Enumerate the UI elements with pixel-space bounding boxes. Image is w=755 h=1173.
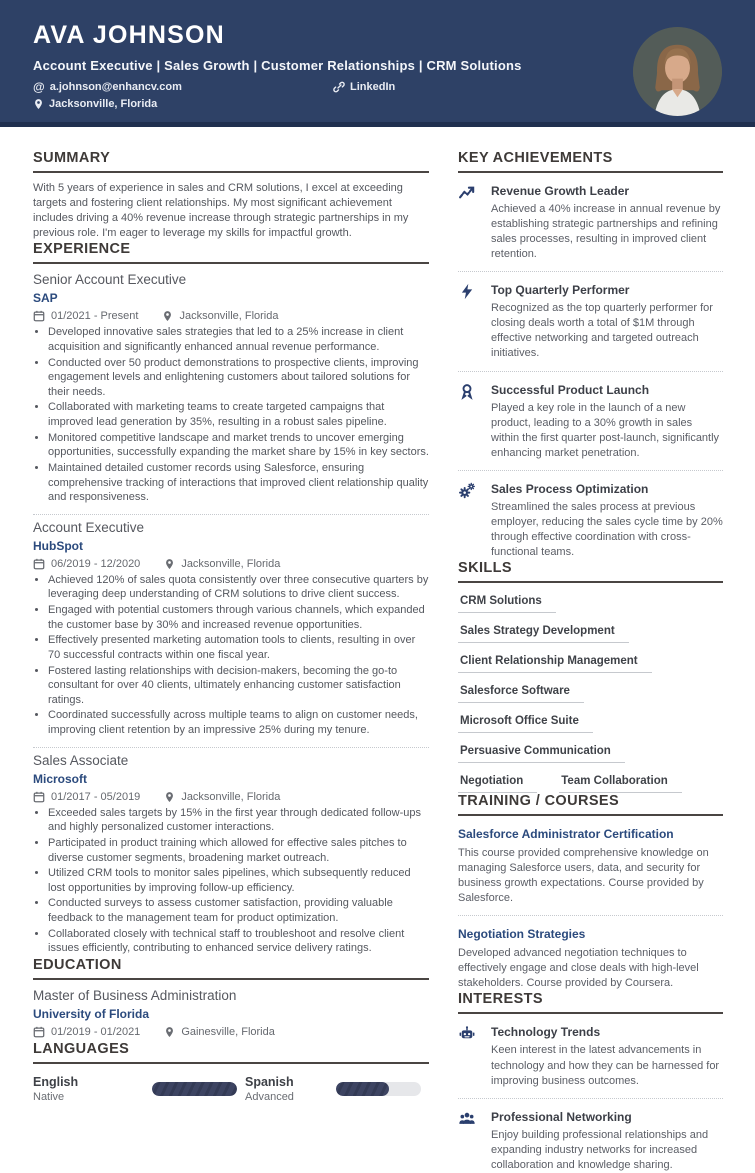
divider (458, 470, 723, 471)
achievement-item (458, 481, 723, 560)
summary-text: With 5 years of experience in sales and CRM solutions, I excel at exceeding targets and fostering client relationships. My most significant achievement includes driving a 40% revenue increase through strategic partnerships in my previous role. I'm eager to leverage my skills for impactful growth. (33, 182, 409, 240)
divider (458, 371, 723, 372)
job-meta (33, 558, 429, 570)
job-bullets (33, 573, 429, 738)
skill-tag: Sales Strategy Development (458, 625, 629, 643)
course-text: Developed advanced negotiation techniques to effectively engage and close deals with high-level stakeholders. Course provided by Coursera. (458, 947, 699, 990)
bolt-icon (458, 282, 476, 300)
interest-title: Technology Trends (491, 1025, 601, 1040)
job-company: Microsoft (33, 771, 87, 786)
job-bullet: • Maintained detailed customer records using Salesforce, ensuring comprehensive tracking of interactions that improved client relationship quality and responsiveness. (48, 461, 429, 505)
job-bullet: • Achieved 120% of sales quota consistently over three consecutive quarters by leveraging deep understanding of CRM solutions to drive client success. (48, 573, 429, 602)
achievement-title: Top Quarterly Performer (491, 283, 630, 298)
users-icon (458, 1109, 476, 1127)
education-location: Gainesville, Florida (181, 1025, 275, 1038)
location-pin-icon (33, 98, 44, 110)
divider (33, 514, 429, 515)
skills-list (458, 595, 723, 793)
skill-tag: Persuasive Communication (458, 745, 625, 763)
job-bullet: • Coordinated successfully across multiple teams to align on customer needs, improving client retention by an impressive 25% during my tenure. (48, 708, 429, 737)
interest-item (458, 1024, 723, 1088)
location-text: Jacksonville, Florida (49, 98, 158, 110)
calendar-icon (33, 791, 45, 803)
skill-tag: Salesforce Software (458, 685, 584, 703)
candidate-name: AVA JOHNSON (33, 21, 225, 49)
divider (458, 1098, 723, 1099)
language-proficiency-bar (152, 1082, 237, 1096)
course-title: Negotiation Strategies (458, 927, 586, 942)
achievement-text: Streamlined the sales process at previous employer, reducing the sales cycle time by 20% through effective coordination with cross-functional teams. (491, 500, 723, 558)
language-proficiency-fill (152, 1082, 237, 1096)
achievement-item (458, 183, 723, 262)
skills-heading: SKILLS (458, 560, 723, 583)
interest-title: Professional Networking (491, 1109, 632, 1124)
education-entry (33, 988, 429, 1038)
job-bullet: • Participated in product training which allowed for effective sales pitches to diverse customer segments, broadening market outreach. (48, 836, 429, 865)
school: University of Florida (33, 1006, 150, 1021)
job-bullet: • Engaged with potential customers through various channels, which expanded the customer base by 30% and increased revenue opportunities. (48, 603, 429, 632)
location-item (33, 98, 333, 110)
job-bullet: • Utilized CRM tools to monitor sales pipelines, which subsequently reduced lost opportunities by improving follow-up efficiency. (48, 866, 429, 895)
interest-item (458, 1109, 723, 1173)
trending-up-icon (458, 183, 476, 201)
job-company: HubSpot (33, 538, 83, 553)
location-pin-icon (164, 791, 175, 803)
language-level: Native (33, 1090, 65, 1103)
divider (458, 271, 723, 272)
achievement-item (458, 282, 723, 361)
job-entry (33, 272, 429, 505)
achievement-text: Recognized as the top quarterly performer for closing deals worth a total of $1M through effective networking and targeted outreach initiatives. (491, 302, 713, 360)
divider (458, 915, 723, 916)
contact-row (33, 80, 473, 110)
job-location: Jacksonville, Florida (181, 557, 281, 570)
medal-icon (458, 382, 476, 400)
interest-text: Keen interest in the latest advancements in technology and how they can be harnessed for improving business outcomes. (491, 1044, 720, 1087)
left-column (33, 150, 429, 1103)
achievement-title: Successful Product Launch (491, 382, 650, 397)
job-dates: 06/2019 - 12/2020 (51, 557, 141, 570)
summary-heading: SUMMARY (33, 150, 429, 173)
linkedin-text: LinkedIn (350, 81, 396, 93)
email-text: a.johnson@enhancv.com (49, 81, 182, 93)
job-title: Sales Associate (33, 752, 129, 768)
robot-icon (458, 1024, 476, 1042)
achievement-title: Sales Process Optimization (491, 481, 649, 496)
job-bullet: • Collaborated closely with technical staff to troubleshoot and resolve client issues efficiently, contributing to enhanced service delivery ratings. (48, 927, 429, 956)
job-bullet: • Exceeded sales targets by 15% in the first year through dedicated follow-ups and highly personalized customer interactions. (48, 806, 429, 835)
experience-heading: EXPERIENCE (33, 241, 429, 264)
job-meta (33, 791, 429, 803)
email-link[interactable] (33, 80, 333, 94)
education-dates: 01/2019 - 01/2021 (51, 1025, 141, 1038)
language-proficiency-fill (336, 1082, 389, 1096)
job-title: Account Executive (33, 519, 145, 535)
candidate-headline: Account Executive | Sales Growth | Customer Relationships | CRM Solutions (33, 58, 522, 73)
achievements-heading: KEY ACHIEVEMENTS (458, 150, 723, 173)
language-name: English (33, 1074, 79, 1089)
resume-header (0, 0, 755, 127)
job-bullet: • Effectively presented marketing automation tools to clients, resulting in over 70 successful contracts within one fiscal year. (48, 633, 429, 662)
language-level: Advanced (245, 1090, 294, 1103)
location-pin-icon (162, 310, 173, 322)
education-meta (33, 1026, 429, 1038)
skill-tag: Team Collaboration (559, 775, 682, 793)
job-title: Senior Account Executive (33, 272, 187, 288)
achievement-item (458, 382, 723, 461)
job-bullet: • Developed innovative sales strategies that led to a 25% increase in client acquisition and significantly enhanced annual revenue performance. (48, 325, 429, 354)
portrait-photo-icon (633, 27, 722, 116)
language-name: Spanish (245, 1074, 294, 1089)
languages-heading: LANGUAGES (33, 1041, 429, 1064)
divider (33, 747, 429, 748)
calendar-icon (33, 1026, 45, 1038)
email-at-icon: @ (33, 80, 45, 94)
job-bullet: • Collaborated with marketing teams to create targeted campaigns that improved lead generation by 35%, resulting in a robust sales pipeline. (48, 400, 429, 429)
avatar (633, 27, 722, 116)
skill-tag: Microsoft Office Suite (458, 715, 593, 733)
location-pin-icon (164, 1026, 175, 1038)
course-item (458, 827, 723, 906)
job-entry (33, 520, 429, 738)
language-item (33, 1075, 245, 1103)
skill-tag: Client Relationship Management (458, 655, 652, 673)
job-company: SAP (33, 291, 58, 306)
job-bullet: • Conducted over 50 product demonstrations to prospective clients, improving engagement levels and enlightening customers about tailored solutions for their needs. (48, 356, 429, 400)
job-entry (33, 753, 429, 956)
languages-row (33, 1075, 429, 1103)
linkedin-link[interactable] (333, 80, 473, 94)
course-item (458, 927, 723, 991)
interests-heading: INTERESTS (458, 991, 723, 1014)
achievement-text: Played a key role in the launch of a new product, leading to a 30% growth in sales within the first quarter post-launch, significantly enhancing market penetration. (491, 401, 720, 459)
job-bullet: • Conducted surveys to assess customer satisfaction, providing valuable feedback to the management team for product optimization. (48, 896, 429, 925)
link-icon (333, 81, 345, 93)
language-item (245, 1075, 429, 1103)
achievement-title: Revenue Growth Leader (491, 184, 630, 198)
job-dates: 01/2021 - Present (51, 310, 139, 323)
language-proficiency-bar (336, 1082, 421, 1096)
location-pin-icon (164, 558, 175, 570)
job-meta (33, 310, 429, 322)
job-bullets (33, 806, 429, 956)
job-location: Jacksonville, Florida (179, 310, 279, 323)
training-heading: TRAINING / COURSES (458, 793, 723, 816)
achievement-text: Achieved a 40% increase in annual revenue by establishing strategic partnerships and refining sales processes, resulting in improved client retention. (491, 203, 721, 261)
course-text: This course provided comprehensive knowledge on managing Salesforce users, data, and security for business growth expectations. Course provided by Salesforce. (458, 847, 709, 905)
course-title: Salesforce Administrator Certification (458, 827, 674, 841)
job-bullets (33, 325, 429, 505)
job-bullet: • Fostered lasting relationships with decision-makers, becoming the go-to consultant for over 40 clients, ultimately enhancing customer satisfaction ratings. (48, 664, 429, 708)
skill-tag: CRM Solutions (458, 595, 556, 613)
job-bullet: • Monitored competitive landscape and market trends to uncover emerging opportunities, successfully expanding the market share by 15% in key sectors. (48, 431, 429, 460)
degree: Master of Business Administration (33, 987, 237, 1003)
interest-text: Enjoy building professional relationships and expanding industry networks for increased collaboration and knowledge sharing. (491, 1128, 709, 1171)
job-dates: 01/2017 - 05/2019 (51, 790, 141, 803)
job-location: Jacksonville, Florida (181, 790, 281, 803)
gears-icon (458, 481, 476, 499)
skill-tag: Negotiation (458, 775, 537, 793)
education-heading: EDUCATION (33, 957, 429, 980)
calendar-icon (33, 310, 45, 322)
calendar-icon (33, 558, 45, 570)
right-column (458, 150, 723, 1173)
